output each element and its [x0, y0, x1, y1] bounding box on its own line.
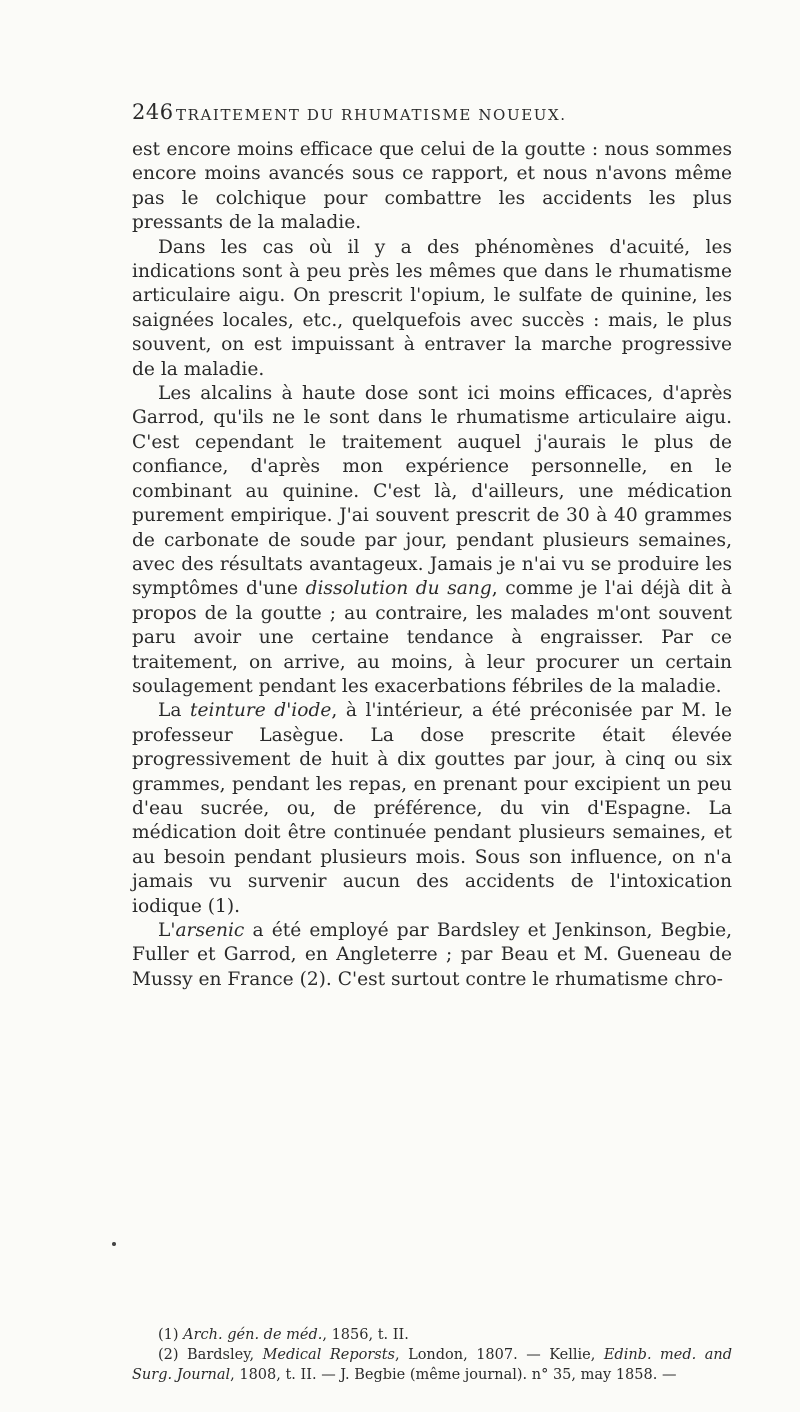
- main-text: [132, 138, 732, 992]
- margin-mark: [112, 1242, 116, 1246]
- paragraph-4-lead: La: [158, 700, 182, 722]
- footnote-2-source-2: Edinb. med. and Surg. Journal: [132, 1347, 733, 1383]
- footnote-2-lead: (2) Bardsley,: [158, 1347, 255, 1363]
- paragraph-5-lead: L': [158, 920, 176, 941]
- paragraph-3-emphasis: dissolution du sang: [305, 578, 492, 600]
- running-title: TRAITEMENT DU RHUMATISME NOUEUX.: [176, 106, 567, 124]
- footnote-2-middle: , London, 1807. — Kellie,: [394, 1347, 596, 1363]
- paragraph-5-text: a été employé par Bardsley et Jenkinson, Begbie, Fuller et Garrod, en Angleterre ; par Beau et M. Gueneau de Mussy en France (2). C'est surtout contre le rhumatisme chro-: [132, 920, 732, 990]
- footnote-1: [132, 1325, 732, 1345]
- footnote-2: [132, 1345, 732, 1385]
- footnote-2-detail: , 1808, t. II. — J. Begbie (même journal). n° 35, may 1858. —: [230, 1367, 677, 1383]
- footnote-1-number: (1): [158, 1327, 179, 1343]
- footnote-2-source-1: Medical Reporsts: [262, 1347, 395, 1363]
- footnotes: [132, 1325, 732, 1385]
- page-header: [132, 100, 732, 136]
- paragraph-5-emphasis: arsenic: [175, 920, 245, 941]
- paragraph-2: Dans les cas où il y a des phénomènes d'acuité, les indications sont à peu près les mêmes que dans le rhumatisme articulaire aigu. On prescrit l'opium, le sulfate de quinine, les saignées locales, etc., quelquefois avec succès : mais, le plus souvent, on est impuissant à entraver la marche progressive de la maladie.: [132, 236, 732, 380]
- page-number: 246: [132, 100, 174, 124]
- paragraph-4: [132, 699, 732, 919]
- paragraph-3: [132, 382, 732, 699]
- paragraph-3-text-b: , comme je l'ai déjà dit à propos de la goutte ; au contraire, les malades m'ont souvent paru avoir une certaine tendance à engraisser. Par ce traitement, on arrive, au moins, à leur procurer un certain soulagement pendant les exacerbations fébriles de la maladie.: [132, 578, 732, 697]
- paragraph-5: [132, 919, 732, 992]
- paragraph-4-emphasis: teinture d'iode: [190, 700, 332, 722]
- paragraph-4-text: , à l'intérieur, a été préconisée par M. le professeur Lasègue. La dose prescrite était élevée progressivement de huit à dix gouttes par jour, à cinq ou six grammes, pendant les repas, en prenant pour excipient un peu d'eau sucrée, ou, de préférence, du vin d'Espagne. La médication doit être continuée pendant plusieurs semaines, et au besoin pendant plusieurs mois. Sous son influence, on n'a jamais vu survenir aucun des accidents de l'intoxication iodique (1).: [132, 700, 732, 917]
- paragraph-3-text-a: Les alcalins à haute dose sont ici moins efficaces, d'après Garrod, qu'ils ne le sont dans le rhumatisme articulaire aigu. C'est cependant le traitement auquel j'aurais le plus de confiance, d'après mon expérience personnelle, en le combinant au quinine. C'est là, d'ailleurs, une médication purement empirique. J'ai souvent prescrit de 30 à 40 grammes de carbonate de soude par jour, pendant plusieurs semaines, avec des résultats avantageux. Jamais je n'ai vu se produire les symptômes d'une: [132, 383, 732, 600]
- footnote-1-detail: , 1856, t. II.: [322, 1327, 409, 1343]
- paragraph-1: est encore moins efficace que celui de la goutte : nous sommes encore moins avancés sous ce rapport, et nous n'avons même pas le colchique pour combattre les accidents les plus pressants de la maladie.: [132, 139, 732, 234]
- footnote-1-source: Arch. gén. de méd.: [183, 1327, 323, 1343]
